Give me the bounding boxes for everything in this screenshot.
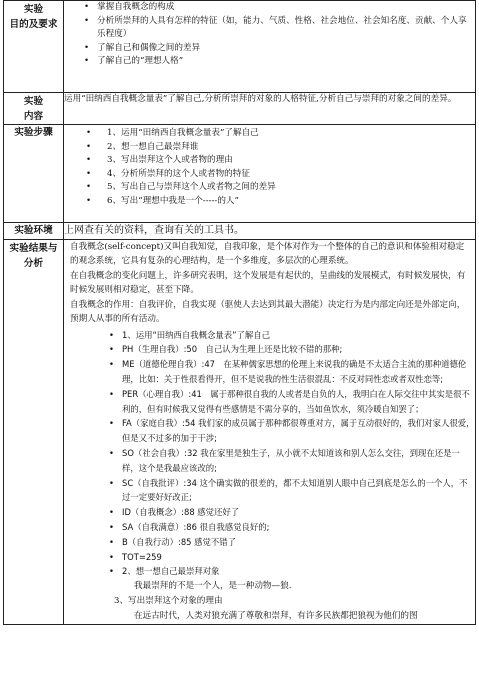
results-paragraph: 自我概念的作用：自我评价，自我实现（驱使人去达到其最大潜能）决定行为是内部定向还是外部定向，预期人从事的所有活动。	[70, 300, 466, 324]
step-item: • 4、分析所崇拜的这个人或者物的特征	[64, 168, 475, 182]
step-item: • 2、想一想自己最崇拜谁	[64, 141, 475, 155]
results-paragraph: 在自我概念的变化问题上，许多研究表明，这个发展是有起伏的，呈曲线的发展模式，有时候发展快，有时候发展则相对稳定，甚至下降。	[70, 271, 466, 295]
objectives-list	[64, 1, 475, 69]
environment-text: 上网查有关的资料，查询有关的工具书。	[64, 223, 476, 240]
results-tail-line: 在远古时代，人类对狼充满了尊敬和崇拜，有许多民族都把狼视为他们的图	[134, 611, 418, 622]
results-paragraph: 自我概念(self-concept)又叫自我知觉，自我印象，是个体对作为一个整体的自己的意识和体验相对稳定的观念系统，它具有复杂的心理结构，是一个多维度，多层次的心理系统。	[70, 242, 465, 266]
results-item: • PH（生理自我）:50 自己认为生理上还是比较不错的那种;	[64, 342, 475, 357]
results-list	[64, 328, 475, 580]
results-item: • SA（自我满意）:86 很自我感觉良好的;	[64, 520, 475, 535]
content-label-line1: 实验	[23, 96, 44, 107]
steps-list	[64, 125, 475, 209]
results-item: • 1、运用“田纳西自我概念量表”了解自己	[64, 328, 475, 343]
objectives-label-line2: 目的及要求	[9, 19, 58, 30]
results-label-line1: 实验结果与	[9, 243, 58, 254]
step-item: • 6、写出“理想中我是一个-----的人”	[64, 195, 475, 209]
content-label	[4, 93, 64, 125]
results-item: • TOT=259	[64, 550, 475, 565]
objectives-content	[64, 1, 476, 93]
steps-row	[4, 125, 476, 223]
results-item: • ID（自我概念）:88 感觉还好了	[64, 505, 475, 520]
environment-label: 实验环境	[4, 223, 64, 240]
step-item: • 5、写出自己与崇拜这个人或者物之间的差异	[64, 181, 475, 195]
results-row	[4, 240, 476, 625]
objectives-label	[4, 1, 64, 93]
objectives-item: • 掌握自我概念的构成	[64, 1, 475, 15]
results-label-line2: 分析	[23, 258, 44, 269]
content-row	[4, 93, 476, 125]
environment-row	[4, 223, 476, 240]
results-tail-line: 3、写出崇拜这个对象的理由	[114, 596, 223, 607]
results-tail-line: 我最崇拜的不是一个人，是一种动物—狼.	[134, 581, 292, 592]
results-item: • ME（道德伦理自我）:47 在某种儒家思想的伦理上来说我的确是不太适合主流的那种道德伦理，比如：关于性很看得开，但不是说我的性生活很混乱：不反对同性恋或者双性恋等;	[64, 357, 475, 387]
steps-content	[64, 125, 476, 223]
content-text: 运用“田纳西自我概念量表”了解自己,分析所崇拜的对象的人格特征,分析自己与崇拜的对象之间的差异。	[64, 93, 476, 125]
results-label	[4, 240, 64, 625]
content-label-line2: 内容	[23, 111, 44, 122]
experiment-report-table	[3, 0, 476, 625]
results-item: • B（自我行动）:85 感觉不错了	[64, 535, 475, 550]
results-content	[64, 240, 476, 625]
objectives-item: • 了解自己的“理想人格”	[64, 55, 475, 69]
results-item: • FA（家庭自我）:54 我们家的成员属于那种都很尊重对方，属于互动很好的，我们对家人很爱，但是又不过多的加于干涉;	[64, 416, 475, 446]
steps-label: 实验步骤	[4, 125, 64, 223]
objectives-label-line1: 实验	[23, 4, 44, 15]
results-item: • SC（自我批评）:34 这个确实做的很差的，都不太知道别人眼中自己到底是怎么的一个人，不过一定要好好改正;	[64, 476, 475, 506]
objectives-item: • 分析所崇拜的人具有怎样的特征（如，能力、气质、性格、社会地位、社会知名度、贡献、个人享乐程度）	[64, 15, 475, 42]
results-item: • SO（社会自我）:32 我在家里是独生子，从小就不太知道该和别人怎么交往，到现在还是一样，这个是我最应该改的;	[64, 446, 475, 476]
step-item: • 1、运用“田纳西自我概念量表”了解自己	[64, 127, 475, 141]
objectives-item: • 了解自己和偶像之间的差异	[64, 42, 475, 56]
results-item: • PER（心理自我）:41 属于那种很自我的人或者是自负的人，我明白在人际交往中其实是很不利的，但有时候我又觉得有些感情是不需分享的，当如鱼饮水，须冷暖自知罢了；	[64, 387, 475, 417]
step-item: • 3、写出崇拜这个人或者物的理由	[64, 154, 475, 168]
results-item: • 2、想一想自己最崇拜对象	[64, 564, 475, 579]
objectives-row	[4, 1, 476, 93]
